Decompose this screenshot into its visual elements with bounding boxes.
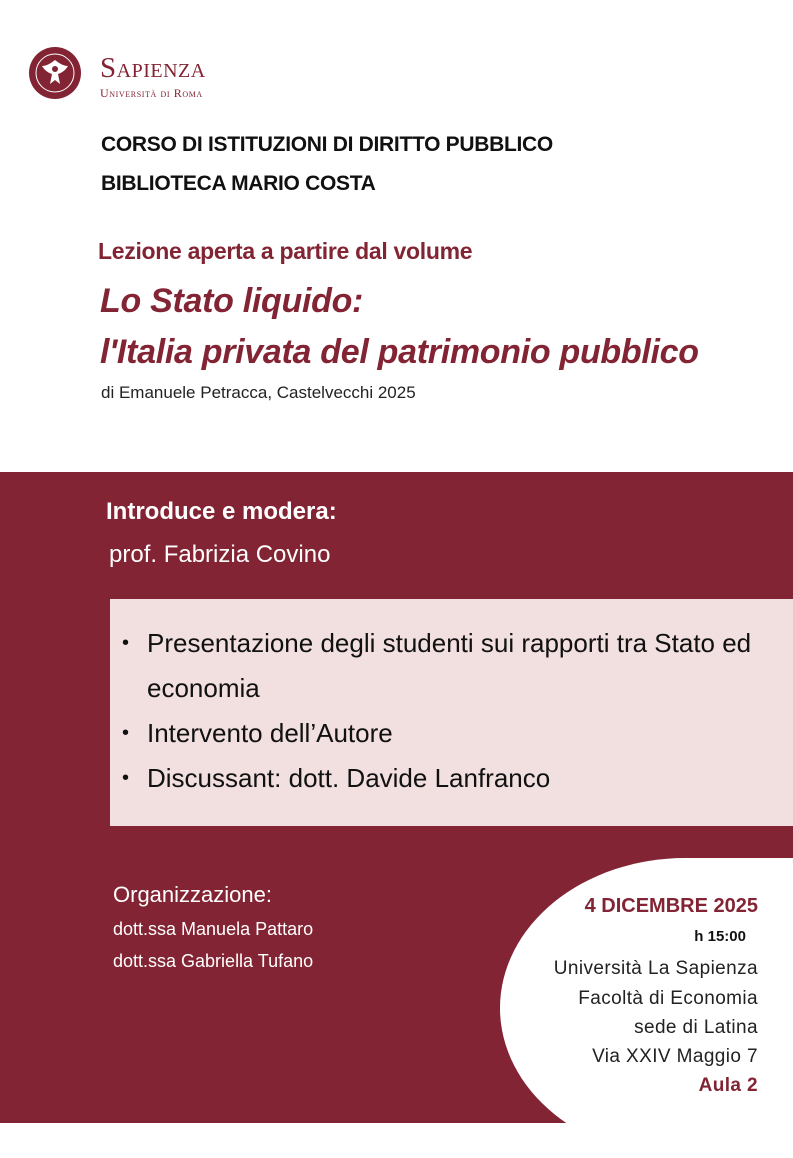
bullet-icon: • — [122, 722, 130, 744]
program-item-text: Presentazione degli studenti sui rapporti tra Stato ed economia — [147, 628, 752, 703]
bullet-icon: • — [122, 767, 130, 789]
book-author: di Emanuele Petracca, Castelvecchi 2025 — [101, 383, 416, 402]
brand-subtitle: Università di Roma — [100, 86, 203, 100]
program-panel — [110, 599, 793, 826]
moderator-name: prof. Fabrizia Covino — [109, 541, 331, 568]
event-date: 4 DICEMBRE 2025 — [584, 895, 758, 917]
event-address: Via XXIV Maggio 7 — [592, 1046, 758, 1067]
event-venue: Università La Sapienza — [553, 958, 758, 979]
event-time: h 15:00 — [694, 928, 746, 945]
program-item — [122, 711, 772, 756]
organizer-name: dott.ssa Gabriella Tufano — [113, 951, 314, 971]
moderator-label: Introduce e modera: — [106, 498, 337, 525]
organizer-name: dott.ssa Manuela Pattaro — [113, 919, 314, 939]
lecture-lead: Lezione aperta a partire dal volume — [98, 238, 473, 264]
course-title: CORSO DI ISTITUZIONI DI DIRITTO PUBBLICO — [101, 133, 553, 156]
organization-label: Organizzazione: — [113, 882, 272, 907]
program-item-text: Intervento dell’Autore — [147, 718, 393, 748]
event-room: Aula 2 — [698, 1075, 758, 1096]
book-title-line1: Lo Stato liquido: — [100, 282, 364, 320]
book-title-line2: l'Italia privata del patrimonio pubblico — [100, 333, 699, 371]
bullet-icon: • — [122, 632, 130, 654]
program-item — [122, 621, 772, 711]
brand-name: Sapienza — [100, 52, 206, 84]
program-list — [122, 621, 772, 801]
program-item — [122, 756, 772, 801]
event-faculty: Facoltà di Economia — [578, 988, 758, 1009]
event-campus: sede di Latina — [634, 1017, 758, 1038]
sapienza-seal-icon — [28, 46, 82, 100]
library-name: BIBLIOTECA MARIO COSTA — [101, 172, 376, 195]
program-item-text: Discussant: dott. Davide Lanfranco — [147, 763, 551, 793]
